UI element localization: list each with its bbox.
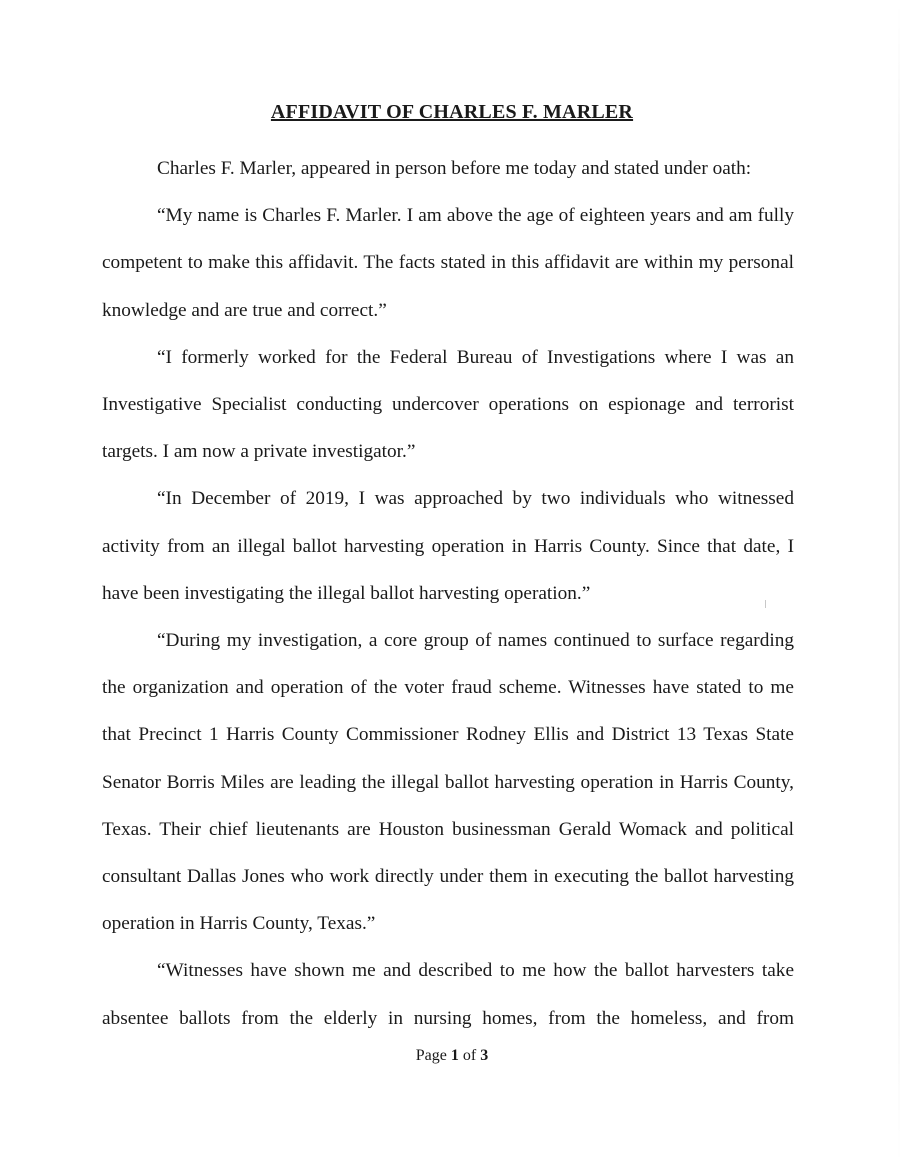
scan-edge-shadow [898, 0, 900, 1169]
footer-of-label: of [462, 1047, 477, 1064]
paragraph-background: “I formerly worked for the Federal Bureau of Investigations where I was an Investigative Specialist conducting undercover operations on espionage and terrorist targets. I am now a private investigator.” [102, 346, 794, 463]
footer-page-label: Page [415, 1047, 447, 1064]
document-title: AFFIDAVIT OF CHARLES F. MARLER [270, 101, 634, 123]
paragraph-witnesses: “Witnesses have shown me and described to me how the ballot harvesters take absentee ballots from the elderly in nursing homes, from the homeless, and from [102, 960, 794, 1029]
paragraph-oath-intro: Charles F. Marler, appeared in person before me today and stated under oath: [157, 158, 752, 179]
footer-page-number: 1 [450, 1047, 459, 1064]
paragraph-investigation-start: “In December of 2019, I was approached by two individuals who witnessed activity from an illegal ballot harvesting operation in Harris County. Since that date, I have been investigating the illegal ballot harvesting operation.” [102, 488, 794, 604]
paragraph-competency: “My name is Charles F. Marler. I am above the age of eighteen years and am fully competent to make this affidavit. The facts stated in this affidavit are within my personal knowledge and are true and correct.” [102, 205, 794, 321]
footer-page-total: 3 [480, 1047, 489, 1064]
paragraph-core-group: “During my investigation, a core group of names continued to surface regarding the organization and operation of the voter fraud scheme. Witnesses have stated to me that Precinct 1 Harris County Commissioner Rodney Ellis and District 13 Texas State Senator Borris Miles are leading the illegal ballot harvesting operation in Harris County, Texas. Their chief lieutenants are Houston businessman Gerald Womack and political consultant Dallas Jones who work directly under them in executing the ballot harvesting operation in Harris County, Texas.” [102, 630, 794, 935]
page-footer [0, 1047, 904, 1065]
document-body [102, 145, 794, 1042]
